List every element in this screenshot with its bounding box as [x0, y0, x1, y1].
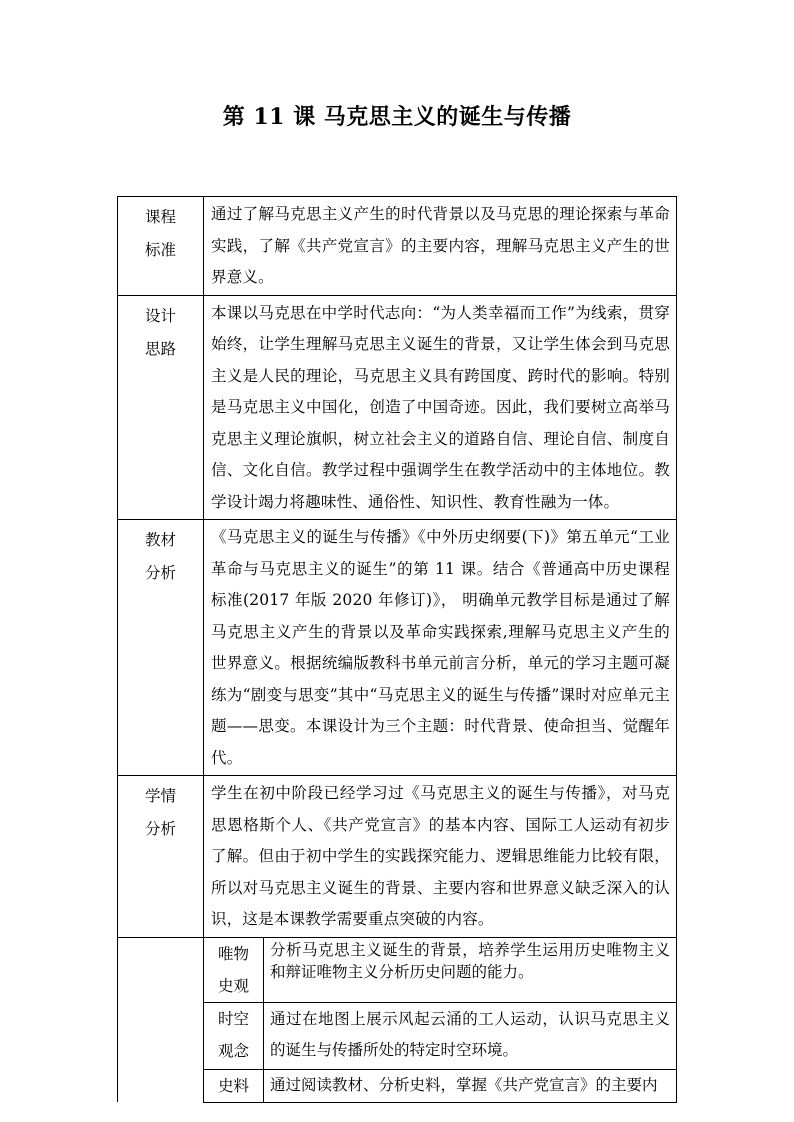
- row-label: [118, 295, 204, 520]
- literacy-label-line2: 史观: [217, 976, 249, 995]
- row-label-line1: 课程: [144, 208, 176, 226]
- literacy-label-line1: 时空: [217, 1009, 249, 1028]
- literacy-content: 分析马克思主义诞生的背景，培养学生运用历史唯物主义和辩证唯物主义分析历史问题的能力。: [264, 937, 677, 1002]
- literacy-label: [204, 1069, 264, 1102]
- row-label: [118, 520, 204, 776]
- table-row: [118, 295, 677, 520]
- literacy-content: 通过在地图上展示风起云涌的工人运动，认识马克思主义的诞生与传播所处的特定时空环境。: [264, 1002, 677, 1069]
- row-label-line1: 教材: [144, 531, 176, 549]
- table-row: [118, 197, 677, 296]
- row-label-line2: 分析: [144, 820, 176, 838]
- literacy-label-line1: 唯物: [217, 944, 249, 963]
- row-content: 《马克思主义的诞生与传播》《中外历史纲要(下)》第五单元“工业革命与马克思主义的诞生”的第 11 课。结合《普通高中历史课程标准(2017 年版 2020 年修订)》， 明确单元教学目标是通过了解马克思主义产生的背景以及革命实践探索,理解马克思主义产生的世界意义。根据统编版教科书单元前言分析，单元的学习主题可凝练为“剧变与思变”其中“马克思主义的诞生与传播”课时对应单元主题——思变。本课设计为三个主题：时代背景、使命担当、觉醒年代。: [204, 520, 677, 776]
- literacy-label: [204, 937, 264, 1002]
- row-content: 通过了解马克思主义产生的时代背景以及马克思的理论探索与革命实践，了解《共产党宣言》的主要内容，理解马克思主义产生的世界意义。: [204, 197, 677, 296]
- row-label-line1: 设计: [144, 306, 176, 325]
- literacy-label: [204, 1002, 264, 1069]
- literacy-label-line2: 观念: [217, 1041, 249, 1060]
- row-label-line2: 标准: [144, 241, 176, 259]
- row-content: 本课以马克思在中学时代志向：“为人类幸福而工作”为线索，贯穿始终，让学生理解马克思主义诞生的背景，又让学生体会到马克思主义是人民的理论，马克思主义具有跨国度、跨时代的影响。特别是马克思主义中国化，创造了中国奇迹。因此，我们要树立高举马克思主义理论旗帜，树立社会主义的道路自信、理论自信、制度自信、文化自信。教学过程中强调学生在教学活动中的主体地位。教学设计竭力将趣味性、通俗性、知识性、教育性融为一体。: [204, 295, 677, 520]
- literacy-label-line1: 史料: [217, 1076, 249, 1095]
- literacy-content: 通过阅读教材、分析史料，掌握《共产党宣言》的主要内: [264, 1069, 677, 1102]
- row-content: 学生在初中阶段已经学习过《马克思主义的诞生与传播》，对马克思恩格斯个人、《共产党宣言》的基本内容、国际工人运动有初步了解。但由于初中学生的实践探究能力、逻辑思维能力比较有限，所以对马克思主义诞生的背景、主要内容和世界意义缺乏深入的认识，这是本课教学需要重点突破的内容。: [204, 776, 677, 938]
- row-label-line1: 学情: [144, 787, 176, 805]
- literacy-row: [118, 937, 677, 1002]
- page-title: 第 11 课 马克思主义的诞生与传播: [222, 104, 572, 130]
- row-label-line2: 思路: [144, 339, 176, 358]
- row-label-line2: 分析: [144, 564, 176, 582]
- lesson-plan-table: [117, 196, 677, 1103]
- table-row: [118, 776, 677, 938]
- row-label: [118, 776, 204, 938]
- literacy-group-cell: [118, 937, 204, 1102]
- table-row: [118, 520, 677, 776]
- row-label: [118, 197, 204, 296]
